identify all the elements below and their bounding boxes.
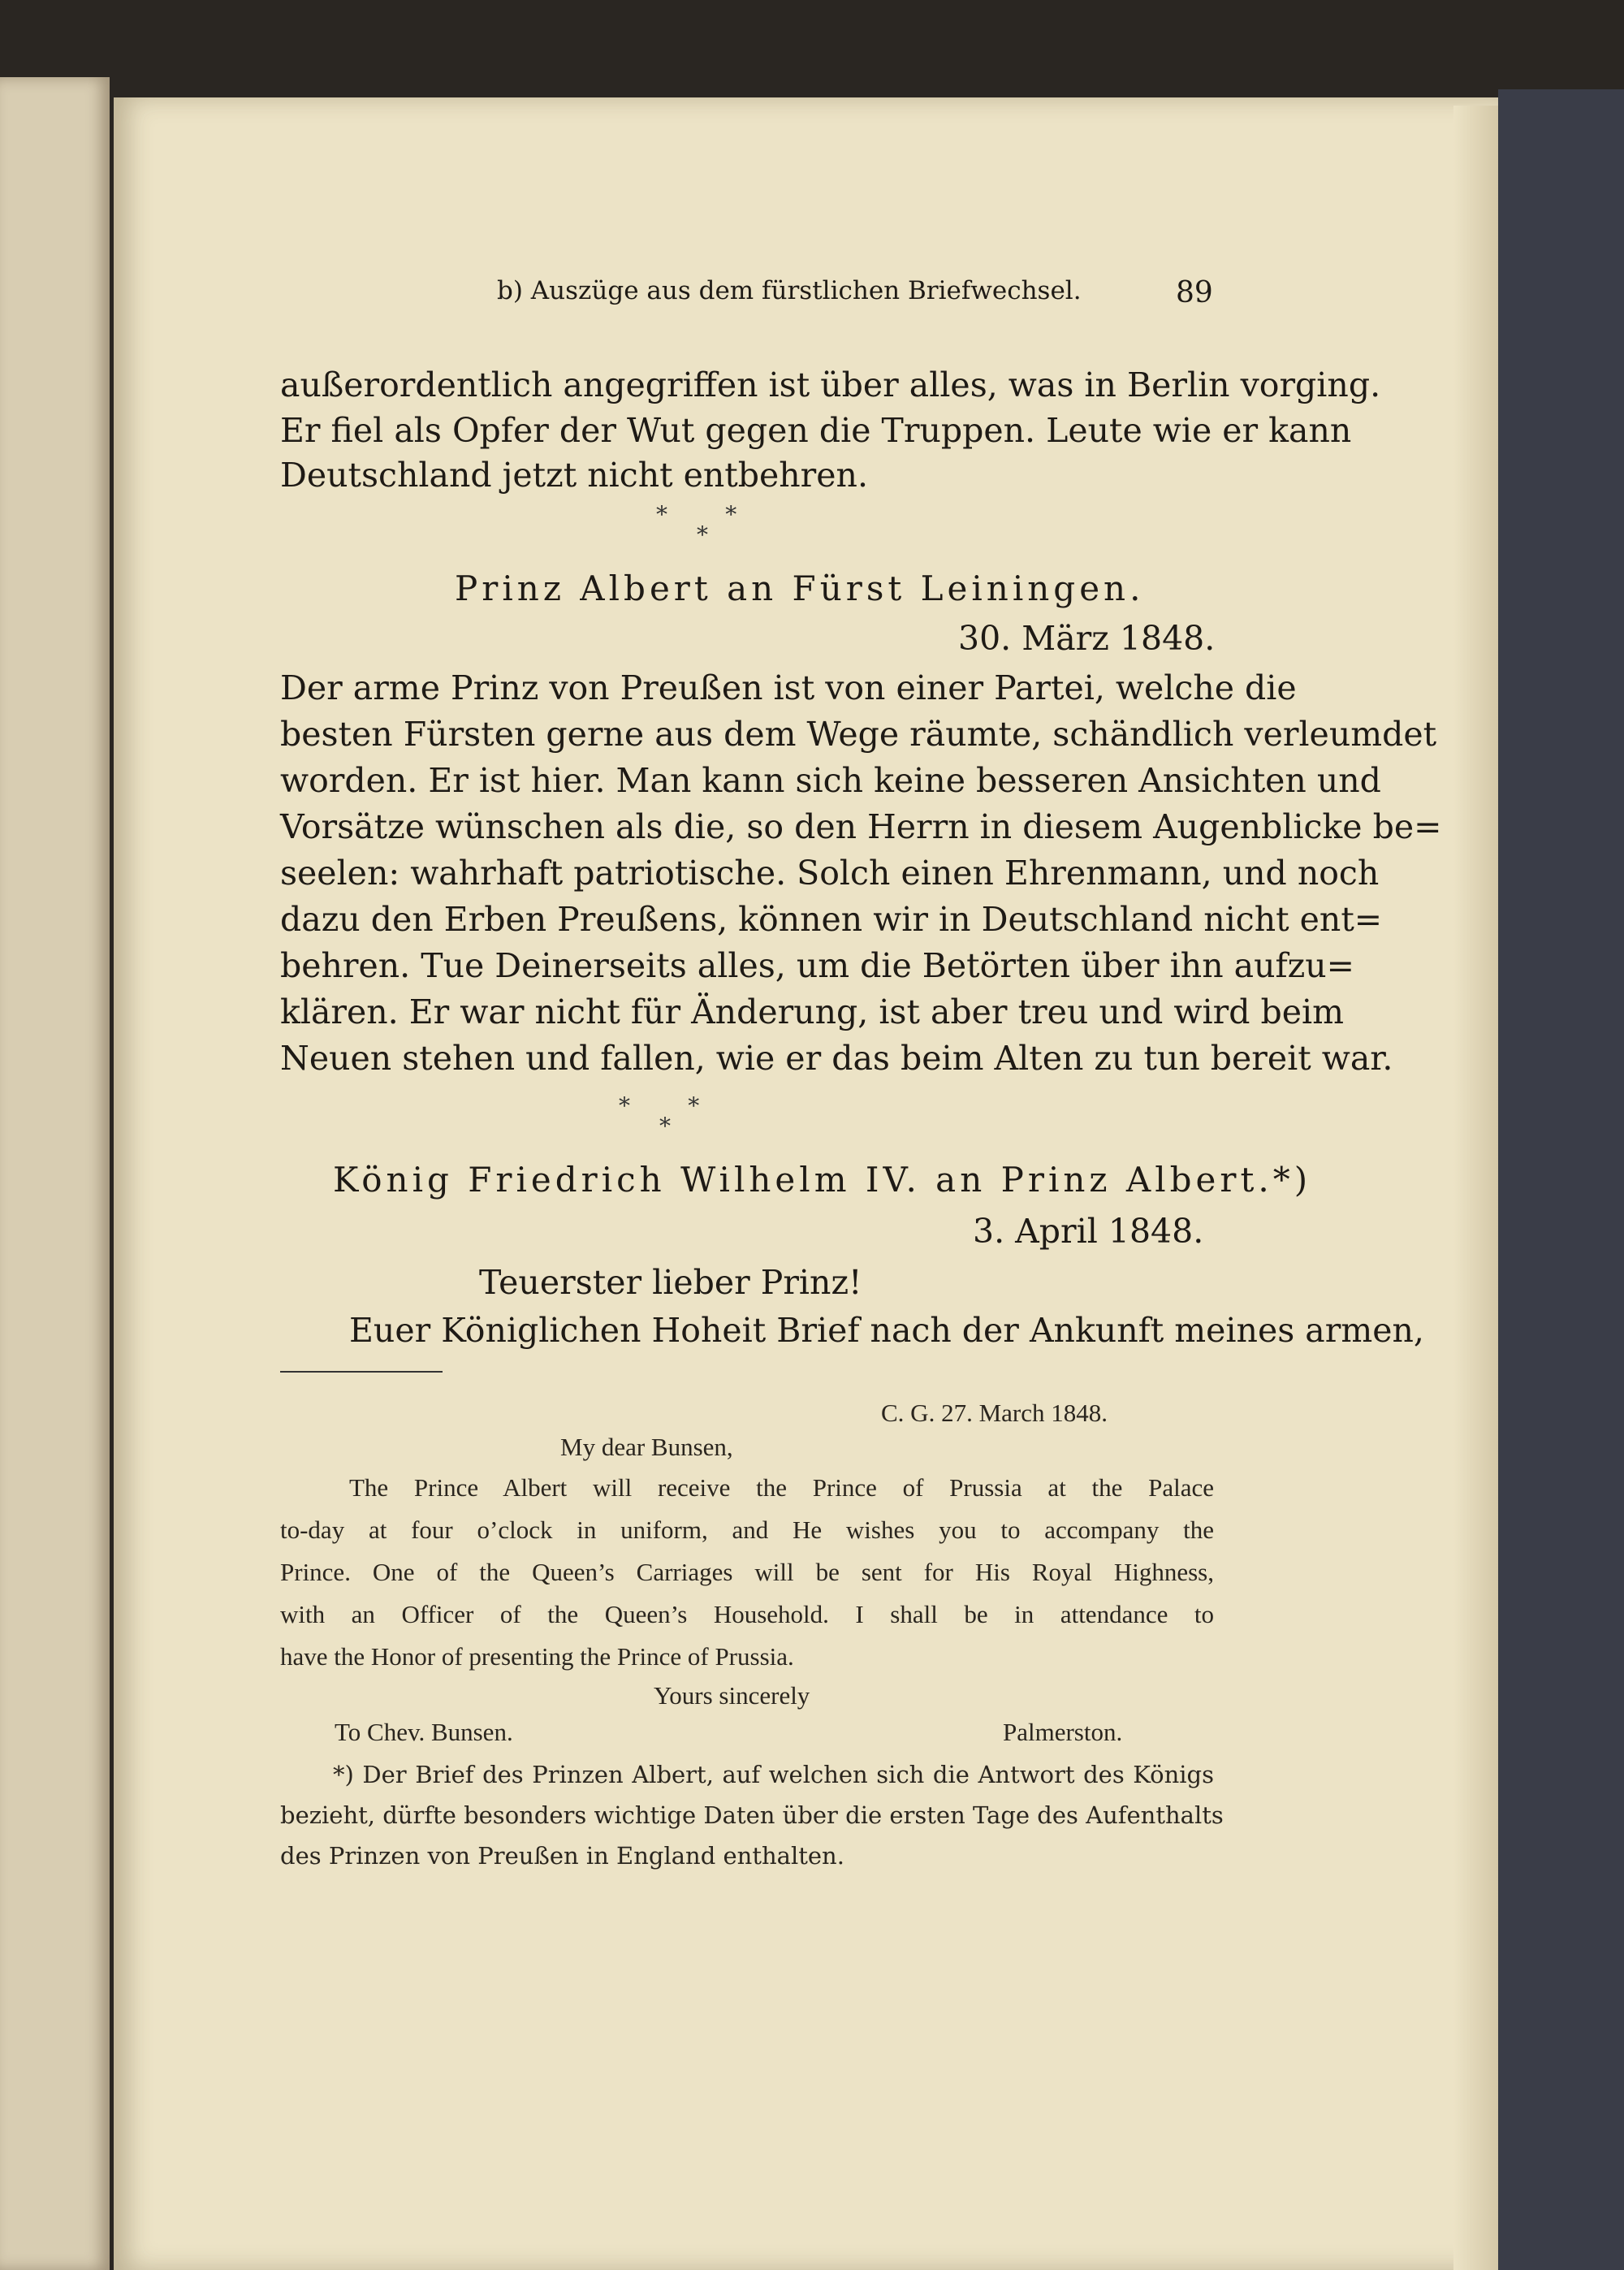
footnote-letter-line: with an Officer of the Queen’s Household. I shall be in attendance to xyxy=(280,1600,1214,1628)
letter-date: 3. April 1848. xyxy=(973,1212,1204,1251)
footnote-letter-line: have the Honor of presenting the Prince of Prussia. xyxy=(280,1642,794,1671)
text-line: Deutschland jetzt nicht entbehren. xyxy=(280,456,868,495)
book-cover-board xyxy=(1498,89,1624,2270)
footnote-rule xyxy=(280,1371,443,1373)
text-line: seelen: wahrhaft patriotische. Solch einen Ehrenmann, und noch xyxy=(280,854,1380,893)
text-line: Er fiel als Opfer der Wut gegen die Truppen. Leute wie er kann xyxy=(280,411,1352,450)
footnote-line: des Prinzen von Preußen in England enthalten. xyxy=(280,1842,844,1870)
footnote-letter-date: C. G. 27. March 1848. xyxy=(881,1399,1108,1427)
text-line: besten Fürsten gerne aus dem Wege räumte, schändlich verleumdet xyxy=(280,715,1437,754)
asterism-top: * * xyxy=(656,501,737,528)
letter-date: 30. März 1848. xyxy=(958,619,1216,658)
footnote-letter-salutation: My dear Bunsen, xyxy=(560,1433,733,1461)
footnote-letter-closing: Yours sincerely xyxy=(654,1681,810,1710)
asterism-top: * * xyxy=(619,1092,700,1119)
text-line: Euer Königlichen Hoheit Brief nach der Ankunft meines armen, xyxy=(349,1311,1424,1350)
text-line: Der arme Prinz von Preußen ist von einer Partei, welche die xyxy=(280,668,1297,707)
text-line: worden. Er ist hier. Man kann sich keine besseren Ansichten und xyxy=(280,761,1381,800)
text-line: behren. Tue Deinerseits alles, um die Betörten über ihn aufzu= xyxy=(280,946,1355,985)
asterism-middle: * xyxy=(697,521,708,548)
running-head-title: b) Auszüge aus dem fürstlichen Briefwechsel. xyxy=(497,276,1082,305)
text-line: dazu den Erben Preußens, können wir in Deutschland nicht ent= xyxy=(280,900,1383,939)
text-line: außerordentlich angegriffen ist über alles, was in Berlin vorging. xyxy=(280,365,1381,404)
asterism-middle: * xyxy=(659,1113,671,1139)
text-line: Vorsätze wünschen als die, so den Herrn in diesem Augenblicke be= xyxy=(280,807,1442,846)
footnote-letter-addressee: To Chev. Bunsen. xyxy=(335,1718,513,1746)
letter-salutation: Teuerster lieber Prinz! xyxy=(479,1263,862,1302)
text-line: Neuen stehen und fallen, wie er das beim Alten zu tun bereit war. xyxy=(280,1039,1393,1078)
page-number: 89 xyxy=(1176,276,1213,309)
footnote-letter-line: to-day at four o’clock in uniform, and He wishes you to accompany the xyxy=(280,1515,1214,1544)
left-page-edge xyxy=(0,77,110,2270)
letter-heading: König Friedrich Wilhelm IV. an Prinz Albert.*) xyxy=(333,1160,1312,1200)
footnote-letter-line: Prince. One of the Queen’s Carriages will be sent for His Royal Highness, xyxy=(280,1558,1214,1586)
footnote-letter-line: The Prince Albert will receive the Prince of Prussia at the Palace xyxy=(349,1473,1214,1502)
footnote-letter-signature: Palmerston. xyxy=(1003,1718,1123,1746)
letter-heading: Prinz Albert an Fürst Leiningen. xyxy=(455,569,1145,608)
text-line: klären. Er war nicht für Änderung, ist aber treu und wird beim xyxy=(280,992,1345,1031)
page-stack-edge xyxy=(1453,106,1498,2270)
footnote-line: bezieht, dürfte besonders wichtige Daten über die ersten Tage des Aufenthalts xyxy=(280,1801,1224,1829)
footnote-line: *) Der Brief des Prinzen Albert, auf welchen sich die Antwort des Königs xyxy=(333,1761,1214,1788)
